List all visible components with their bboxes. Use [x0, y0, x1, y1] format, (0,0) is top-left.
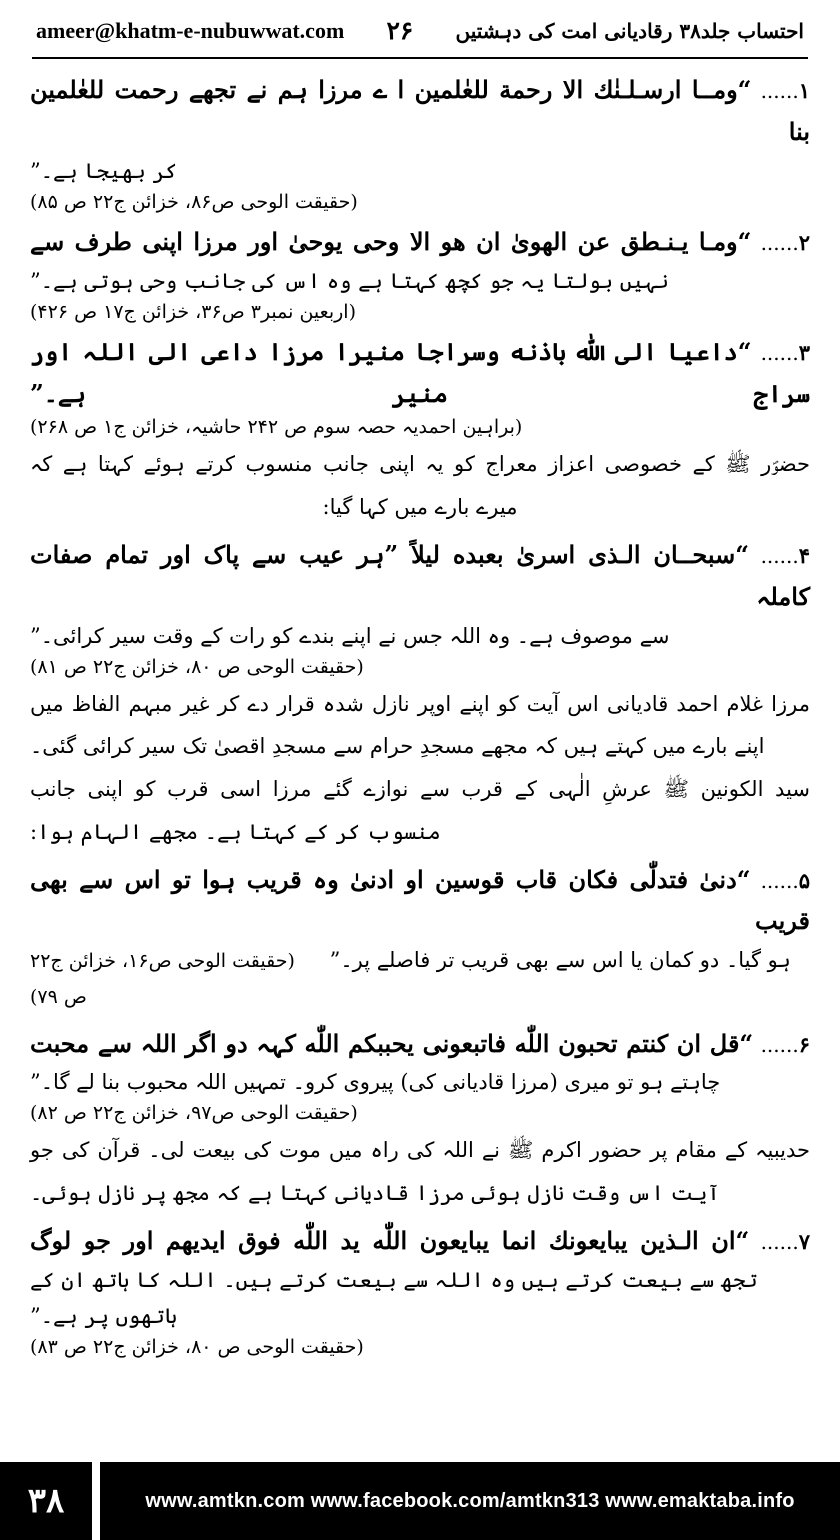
quote-item-2-text1: “ومـا يـنـطق عن الهوىٰ ان هو الا وحى يوحىٰ اور مرزا اپنی طرف سے: [30, 226, 752, 256]
quote-item-2-number: ۲: [798, 229, 810, 255]
quote-item-2-line1: [30, 221, 810, 263]
page-number-top: ۲۶: [386, 16, 414, 45]
quote-item-4-line2: سے موصوف ہے۔ وہ اللہ جس نے اپنے بندے کو رات کے وقت سیر کرائی۔”: [30, 623, 670, 648]
quote-item-4: [30, 534, 810, 654]
paragraph-4-line1: حدیبیہ کے مقام پر حضور اکرم ﷺ نے اللہ کی راہ میں موت کی بیعت لی۔ قرآن کی جو: [30, 1138, 810, 1163]
quote-item-4-dots: ......: [760, 543, 799, 568]
quote-item-4-number: ۴: [798, 542, 810, 568]
quote-item-5-reference: (حقیقت الوحی ص۱۶، خزائن ج۲۲ ص ۷۹): [30, 950, 295, 1009]
paragraph-3-line1: سید الکونین ﷺ عرشِ الٰہی کے قرب سے نوازے گئے مرزا اسی قرب کو اپنی جانب: [30, 777, 810, 802]
quote-item-3-reference: (براہین احمدیہ حصہ سوم ص ۲۴۲ حاشیہ، خزائن ج۱ ص ۲۶۸): [30, 416, 523, 439]
paragraph-3-line2: منسوب کر کے کہتا ہے۔ مجھے الہام ہوا:: [30, 819, 441, 844]
quote-item-6-reference: (حقیقت الوحی ص۹۷، خزائن ج۲۲ ص ۸۲): [30, 1102, 358, 1125]
quote-item-6: [30, 1023, 810, 1101]
quote-item-4-text1: “سبحــان الـذى اسرىٰ بعبده ليلاً ”ہر عیب سے پاک اور تمام صفات کاملہ: [30, 539, 810, 611]
quote-item-5-dots: ......: [760, 868, 799, 893]
quote-item-4-reference: (حقیقت الوحی ص ۸۰، خزائن ج۲۲ ص ۸۱): [30, 655, 364, 678]
quote-item-7-line1: [30, 1220, 810, 1262]
quote-item-2-line2: نہیں بولتا یہ جو کچھ کہتا ہے وہ اس کی جانب وحی ہوتی ہے۔”: [30, 268, 669, 293]
quote-item-2: [30, 221, 810, 299]
quote-item-3-number: ۳: [798, 339, 810, 365]
quote-item-6-line2: چاہتے ہو تو میری (مرزا قادیانی کی) پیروی کرو۔ تمہیں اللہ محبوب بنا لے گا۔”: [30, 1070, 721, 1095]
quote-item-7-reference: (حقیقت الوحی ص ۸۰، خزائن ج۲۲ ص ۸۳): [30, 1335, 364, 1358]
book-title: احتساب جلد۳۸ رقادیانی امت کی دہشتیں: [455, 18, 804, 43]
paragraph-1-line2: میرے بارے میں کہا گیا:: [322, 495, 518, 520]
paragraph-4-line2: آیت اس وقت نازل ہوئی مرزا قادیانی کہتا ہے کہ مجھ پر نازل ہوئی۔: [30, 1181, 720, 1206]
quote-item-2-reference: (اربعین نمبر۳ ص۳۶، خزائن ج۱۷ ص ۴۲۶): [30, 300, 356, 323]
quote-item-5-text2: ہو گیا۔ دو کمان یا اس سے بھی قریب تر فاصلے پر۔”: [329, 948, 791, 973]
quote-item-3: [30, 331, 810, 415]
quote-item-7-text1: “ان الـذين يبايعونك انما يبايعون اللّٰه يد اللّٰه فوق ايديهم اور جو لوگ: [30, 1225, 750, 1255]
quote-item-2-dots: ......: [760, 230, 799, 255]
quote-item-6-line1: [30, 1023, 810, 1065]
quote-item-7: [30, 1220, 810, 1334]
footer-links[interactable]: www.amtkn.com www.facebook.com/amtkn313 www.emaktaba.info: [100, 1462, 840, 1540]
quote-item-6-text1: “قل ان كنتم تحبون اللّٰه فاتبعونى يحببكم اللّٰه کہہ دو اگر اللہ سے محبت: [30, 1028, 754, 1058]
quote-item-7-line2: تجھ سے بیعت کرتے ہیں وہ اللہ سے بیعت کرتے ہیں۔ اللہ کا ہاتھ ان کے ہاتھوں پر ہے۔”: [30, 1267, 758, 1328]
quote-item-1-text1: “ومــا ارسـلـنٰك الا رحمة للعٰلمين ا ے مرزا ہم نے تجھے رحمت للعٰلمین بنا: [30, 75, 810, 146]
page-content: [30, 69, 810, 1358]
header-divider: [32, 57, 808, 59]
paragraph-1-line1: حضوؐر ﷺ کے خصوصی اعزاز معراج کو یہ اپنی جانب منسوب کرتے ہوئے کہتا ہے کہ: [30, 452, 810, 477]
page-header: [30, 0, 810, 51]
quote-item-5-line2: [30, 942, 810, 1014]
quote-item-6-number: ۶: [798, 1031, 810, 1057]
paragraph-2-line1: مرزا غلام احمد قادیانی اس آیت کو اپنے اوپر نازل شدہ قرار دے کر غیر مبہم الفاظ میں: [30, 691, 810, 716]
quote-item-3-line1: [30, 331, 810, 415]
quote-item-1: [30, 69, 810, 189]
quote-item-3-text1: “داعيا الى اللّٰه باذنه وسراجا منيرا مرزا داعی الی اللہ اور سراج منیر ہے۔”: [30, 336, 810, 408]
quote-item-1-line1: [30, 69, 810, 153]
quote-item-5-text1: “دنىٰ فتدلّٰى فكان قاب قوسين او ادنىٰ وہ قریب ہوا تو اس سے بھی قریب: [30, 864, 810, 936]
quote-item-3-dots: ......: [760, 340, 799, 365]
quote-item-5-number: ۵: [798, 867, 810, 893]
quote-item-1-dots: ......: [760, 79, 799, 103]
quote-item-7-number: ۷: [798, 1228, 810, 1254]
quote-item-1-number: ۱: [798, 78, 811, 103]
paragraph-2-line2: اپنے بارے میں کہتے ہیں کہ مجھے مسجدِ حرام سے مسجدِ اقصیٰ تک سیر کرائی گئی۔: [30, 734, 765, 759]
footer-page-number: ۳۸: [0, 1462, 92, 1540]
contact-email: ameer@khatm-e-nubuwwat.com: [36, 17, 345, 43]
quote-item-6-dots: ......: [760, 1032, 799, 1057]
quote-item-5: [30, 859, 810, 1015]
page-footer: [0, 1462, 840, 1540]
quote-item-1-reference: (حقیقت الوحی ص۸۶، خزائن ج۲۲ ص ۸۵): [30, 190, 358, 213]
quote-item-4-line1: [30, 534, 810, 618]
quote-item-7-dots: ......: [760, 1229, 799, 1254]
quote-item-5-line1: [30, 859, 810, 943]
quote-item-1-line2: کر بھیجا ہے۔”: [30, 158, 178, 183]
